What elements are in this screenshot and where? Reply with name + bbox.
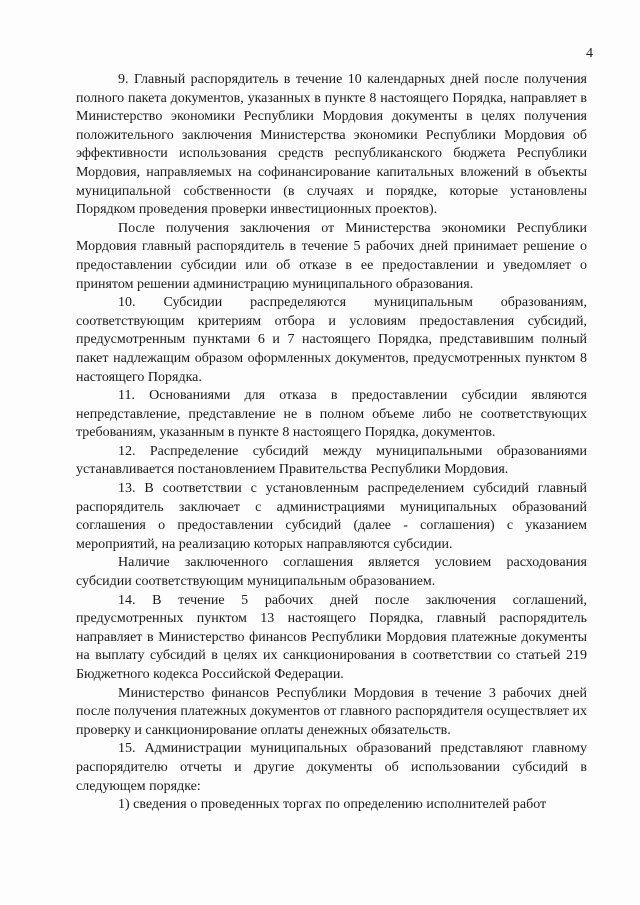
page-number: 4	[586, 46, 593, 61]
paragraph-13-continuation: Наличие заключенного соглашения является условием расходования субсидии соответствующим муниципальным образованием.	[76, 555, 587, 590]
paragraph-13: 13. В соответствии с установленным распределением субсидий главный распорядитель заключает с администрациями муниципальных образований соглашения о предоставлении субсидий (далее - соглашения) с указанием мероприятий, на реализацию которых направляются субсидии.	[76, 481, 587, 552]
paragraph-15: 15. Администрации муниципальных образований представляют главному распорядителю отчеты и другие документы об использовании субсидий в следующем порядке:	[76, 741, 587, 794]
paragraph-14: 14. В течение 5 рабочих дней после заключения соглашений, предусмотренных пунктом 13 настоящего Порядка, главный распорядитель направляет в Министерство финансов Республики Мордовия платежные документы на выплату субсидий в целях их санкционирования в соответствии со статьей 219 Бюджетного кодекса Российской Федерации.	[76, 592, 587, 682]
paragraph-9-continuation: После получения заключения от Министерства экономики Республики Мордовия главный распорядитель в течение 5 рабочих дней принимает решение о предоставлении субсидии или об отказе в ее предоставлении и уведомляет о принятом решении администрацию муниципального образования.	[76, 220, 587, 292]
paragraph-14-continuation: Министерство финансов Республики Мордовия в течение 3 рабочих дней после получения платежных документов от главного распорядителя осуществляет их проверку и санкционирование оплаты денежных обязательств.	[76, 685, 587, 738]
paragraph-11: 11. Основаниями для отказа в предоставлении субсидии являются непредставление, представление не в полном объеме либо не соответствующих требованиям, указанным в пункте 8 настоящего Порядка, документов.	[76, 388, 587, 441]
document-body	[76, 71, 587, 815]
paragraph-15-item-1: 1) сведения о проведенных торгах по определению исполнителей работ	[118, 797, 547, 813]
paragraph-9: 9. Главный распорядитель в течение 10 календарных дней после получения полного пакета документов, указанных в пункте 8 настоящего Порядка, направляет в Министерство экономики Республики Мордовия документы в целях получения положительного заключения Министерства экономики Республики Мордовия об эффективности использования средств республиканского бюджета Республики Мордовия, направляемых на софинансирование капитальных вложений в объекты муниципальной собственности (в случаях и порядке, которые установлены Порядком проведения проверки инвестиционных проектов).	[76, 72, 587, 218]
paragraph-10: 10. Субсидии распределяются муниципальным образованиям, соответствующим критериям отбора и условиям предоставления субсидий, предусмотренным пунктами 6 и 7 настоящего Порядка, представившим полный пакет надлежащим образом оформленных документов, предусмотренных пунктом 8 настоящего Порядка.	[76, 295, 587, 385]
paragraph-12: 12. Распределение субсидий между муниципальными образованиями устанавливается постановлением Правительства Республики Мордовия.	[76, 443, 587, 478]
